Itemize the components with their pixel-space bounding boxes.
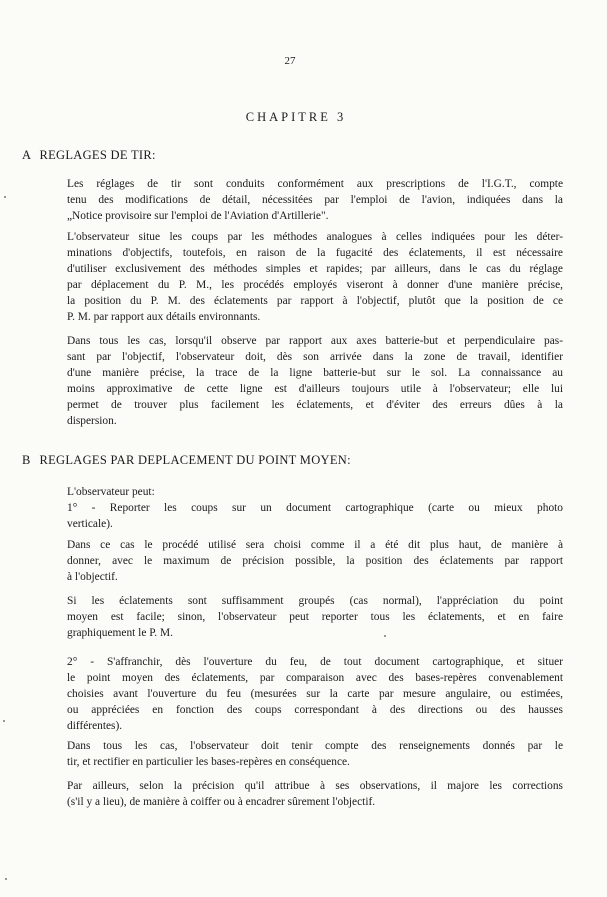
text-line: la position du P. M. des éclatements par rapport à l'objectif, plutôt que la position de ce — [67, 295, 563, 307]
text-line: minations d'objectifs, toutefois, en raison de la fugacité des éclatements, il est nécessaire — [67, 247, 563, 259]
text-line: d'utiliser exclusivement des méthodes simples et rapides; par ailleurs, dans le cas du réglage — [67, 263, 563, 275]
text-line: choisies avant l'ouverture du feu (mesurées sur la carte par mesure angulaire, ou estimées, — [67, 688, 563, 700]
text-line: Si les éclatements sont suffisamment groupés (cas normal), l'appréciation du point — [67, 595, 563, 607]
text-line: Dans tous les cas, lorsqu'il observe par rapport aux axes batterie-but et perpendiculaire pas- — [67, 335, 563, 347]
text-line: le point moyen des éclatements, par comparaison avec des bases-repères convenablement — [67, 672, 563, 684]
text-line: Dans ce cas le procédé utilisé sera choisi comme il a été dit plus haut, de manière à — [67, 539, 563, 551]
page-number: 27 — [284, 55, 296, 67]
section-b-title: REGLAGES PAR DEPLACEMENT DU POINT MOYEN: — [39, 453, 351, 467]
text-line: P. M. par rapport aux détails environnants. — [67, 311, 261, 323]
text-line: (s'il y a lieu), de manière à coiffer ou à encadrer sûrement l'objectif. — [67, 796, 376, 808]
section-a-paragraph-3 — [67, 333, 563, 429]
section-b-paragraph-6 — [67, 778, 563, 810]
text-line: L'observateur situe les coups par les méthodes analogues à celles indiquées pour les déter- — [67, 231, 563, 243]
scan-speck — [384, 635, 386, 637]
section-a-heading — [22, 148, 156, 163]
text-line: moyen est facile; sinon, l'observateur peut reporter tous les éclatements, et en faire — [67, 611, 563, 623]
section-a-paragraph-2 — [67, 229, 563, 325]
text-line: différentes). — [67, 720, 123, 732]
scan-speck — [5, 878, 7, 880]
text-line: tenu des modifications de détail, nécessitées par l'emploi de l'avion, indiquées dans la — [67, 194, 563, 206]
text-line: d'une manière précise, la trace de la ligne batterie-but sur le sol. La connaissance au — [67, 367, 563, 379]
text-line: verticale). — [67, 518, 113, 530]
text-line: tir, et rectifier en particulier les bases-repères en conséquence. — [67, 756, 350, 768]
text-line: donner, avec le maximum de précision possible, la position des éclatements par rapport — [67, 555, 563, 567]
section-a-title: REGLAGES DE TIR: — [39, 148, 156, 162]
section-b-letter: B — [22, 453, 31, 467]
text-line: Dans tous les cas, l'observateur doit tenir compte des renseignements donnés par le — [67, 740, 563, 752]
section-a-letter: A — [22, 148, 32, 162]
section-b-paragraph-5 — [67, 738, 563, 770]
section-b-paragraph-2 — [67, 537, 563, 585]
text-line: graphiquement le P. M. — [67, 627, 173, 639]
chapter-title: CHAPITRE 3 — [245, 110, 347, 124]
text-line: Par ailleurs, selon la précision qu'il attribue à ses observations, il majore les corrections — [67, 780, 563, 792]
section-b-paragraph-4 — [67, 654, 563, 734]
section-a-paragraph-1 — [67, 176, 563, 224]
scan-speck — [4, 196, 6, 198]
text-line: permet de trouver plus facilement les éclatements, et d'éviter des erreurs dûes à la — [67, 399, 563, 411]
section-b-paragraph-3 — [67, 593, 563, 641]
scan-speck — [3, 720, 5, 722]
text-line: sant par l'objectif, l'observateur doit, dès son arrivée dans la zone de travail, identifier — [67, 351, 563, 363]
text-line: ou appréciées en fonction des coups correspondant à des directions ou des hausses — [67, 704, 563, 716]
section-b-paragraph-1 — [67, 484, 563, 532]
text-line: par déplacement du P. M., les procédés employés viseront à donner d'une manière précise, — [67, 279, 563, 291]
text-line: Les réglages de tir sont conduits conformément aux prescriptions de l'I.G.T., compte — [67, 178, 563, 190]
text-line: dispersion. — [67, 415, 117, 427]
text-line: 2° - S'affranchir, dès l'ouverture du feu, de tout document cartographique, et situer — [67, 656, 563, 668]
text-line: „Notice provisoire sur l'emploi de l'Aviation d'Artillerie". — [67, 210, 329, 222]
text-line: à l'objectif. — [67, 571, 118, 583]
text-line: L'observateur peut: — [67, 486, 155, 498]
text-line: 1° - Reporter les coups sur un document cartographique (carte ou mieux photo — [67, 502, 563, 514]
text-line: moins approximative de cette ligne est d'ailleurs toujours utile à l'observateur; elle lui — [67, 383, 563, 395]
section-b-heading — [22, 453, 351, 468]
